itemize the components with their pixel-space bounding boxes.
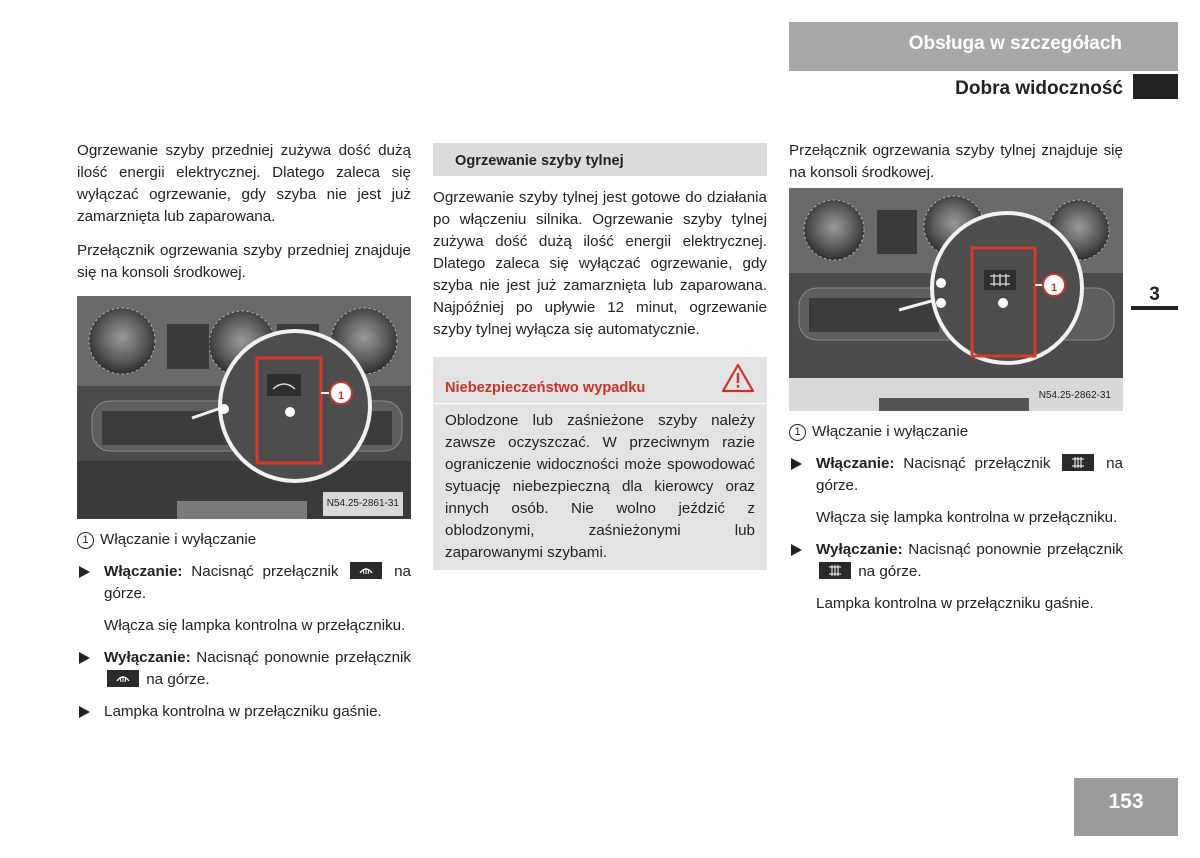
on-result: Włącza się lampka kontrolna w przełączniku.: [104, 617, 406, 634]
off-label: Wyłączanie:: [104, 649, 191, 666]
warning-header: [433, 357, 767, 404]
caption-number: 1: [77, 532, 94, 549]
bullet-arrow-icon: [791, 544, 802, 556]
column-3: [789, 140, 1123, 625]
center-console-photo: [77, 296, 411, 519]
on-text-a: Nacisnąć przełącznik: [191, 563, 339, 580]
warning-box: [433, 357, 767, 570]
figure-callout-1: 1: [337, 390, 345, 402]
section-title: Obsługa w szczegółach: [789, 22, 1178, 71]
chapter-marker: [1133, 74, 1178, 99]
bullet-arrow-icon: [791, 458, 802, 470]
paragraph-front-heating-energy: Ogrzewanie szyby przedniej zużywa dość dużą ilość energii elektrycznej. Dlatego zaleca się wyłączać ogrzewanie, gdy szyba nie jest już zamarznięta lub zaparowana.: [77, 142, 411, 225]
rear-defrost-key-icon: [819, 562, 851, 579]
on-label: Włączanie:: [104, 563, 183, 580]
bullet-arrow-icon: [79, 566, 90, 578]
on-text-a: Nacisnąć przełącznik: [903, 455, 1051, 472]
caption-text: Włączanie i wyłączanie: [100, 531, 257, 548]
off-label: Wyłączanie:: [816, 541, 903, 558]
off-text-b: na górze.: [858, 563, 922, 580]
figure-callout-1: 1: [1050, 282, 1058, 294]
paragraph-rear-switch-location: Przełącznik ogrzewania szyby tylnej znajduje się na konsoli środkowej.: [789, 142, 1123, 181]
rear-heating-heading: Ogrzewanie szyby tylnej: [433, 143, 767, 176]
figure-caption: [789, 421, 1123, 443]
front-defrost-key-icon: [350, 562, 382, 579]
chapter-tab: 3: [1131, 282, 1178, 310]
off-text-a: Nacisnąć ponownie przełącznik: [196, 649, 411, 666]
figure-code: N54.25-2861-31: [323, 492, 403, 516]
on-text-b: na górze.: [104, 563, 411, 602]
on-result: Włącza się lampka kontrolna w przełączniku.: [816, 509, 1118, 526]
list-item-off: [77, 647, 411, 691]
paragraph-rear-heating: Ogrzewanie szyby tylnej jest gotowe do działania po włączeniu silnika. Ogrzewanie szyby tylnej zużywa dość dużą ilość energii elektrycznej. Dlatego zaleca się wyłączać ogrzewanie, gdy szyba nie jest już zamarznięta lub zaparowana. Najpóźniej po upływie 12 minut, ogrzewanie szyby tylnej wyłącza się automatycznie.: [433, 189, 767, 338]
column-2: [433, 143, 767, 570]
rear-defrost-key-icon: [1062, 454, 1094, 471]
front-defrost-figure: [77, 296, 411, 519]
bullet-arrow-icon: [79, 706, 90, 718]
off-text-b: na górze.: [146, 671, 210, 688]
list-item-lamp-off: [77, 701, 411, 723]
off-result: Lampka kontrolna w przełączniku gaśnie.: [816, 595, 1094, 612]
list-item-off: [789, 539, 1123, 583]
chapter-title: Dobra widoczność: [955, 78, 1123, 99]
figure-caption: [77, 529, 411, 551]
list-item-on: [789, 453, 1123, 497]
list-item-on: [77, 561, 411, 605]
front-defrost-key-icon: [107, 670, 139, 687]
on-label: Włączanie:: [816, 455, 895, 472]
caption-text: Włączanie i wyłączanie: [812, 423, 969, 440]
page-number: 153: [1074, 778, 1178, 836]
paragraph-front-switch-location: Przełącznik ogrzewania szyby przedniej znajduje się na konsoli środkowej.: [77, 242, 411, 281]
column-1: [77, 140, 411, 733]
warning-title: Niebezpieczeństwo wypadku: [445, 380, 646, 396]
rear-defrost-figure: [789, 188, 1123, 411]
warning-text: Oblodzone lub zaśnieżone szyby należy zawsze oczyszczać. W przeciwnym razie ograniczenie widoczności może spowodować sytuację niebezpieczną dla kierowcy oraz innych osób. Nie wolno jeździć z oblodzonymi, zaśnieżonymi lub zaparowanymi szybami.: [445, 412, 755, 561]
on-text-b: na górze.: [816, 455, 1123, 494]
caption-number: 1: [789, 424, 806, 441]
warning-triangle-icon: [721, 363, 755, 393]
lamp-off-text: Lampka kontrolna w przełączniku gaśnie.: [104, 703, 382, 720]
figure-code: N54.25-2862-31: [1035, 384, 1115, 408]
center-console-photo: [789, 188, 1123, 411]
bullet-arrow-icon: [79, 652, 90, 664]
off-text-a: Nacisnąć ponownie przełącznik: [908, 541, 1123, 558]
